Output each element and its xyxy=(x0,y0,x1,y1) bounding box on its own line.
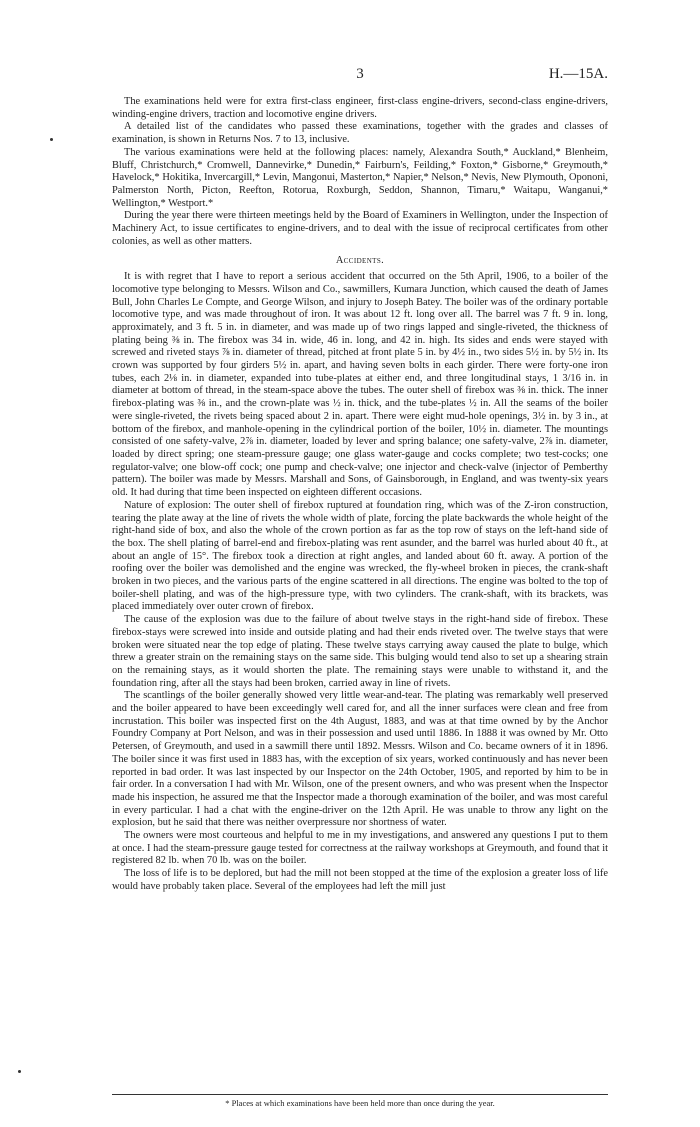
margin-mark xyxy=(50,138,53,141)
document-reference: H.—15A. xyxy=(548,66,608,82)
paragraph: The loss of life is to be deplored, but had the mill not been stopped at the time of the explosion a greater loss of life would have probably taken place. Several of the employees had left the mill just xyxy=(112,868,608,892)
paragraph: During the year there were thirteen meetings held by the Board of Examiners in Wellington, under the Inspection of Machinery Act, to issue certificates to engine-drivers, and to deal with the issue of reciprocal certificates from other colonies, as well as other matters. xyxy=(112,210,608,247)
section-heading: Accidents. xyxy=(335,255,385,267)
paragraph: The cause of the explosion was due to the failure of about twelve stays in the right-hand side of firebox. These firebox-stays were screwed into inside and outside plating and had their ends riveted over. The twelve stays that were broken were situated near the top edge of plating. These twelve stays carrying away caused the plate to bulge, which threw a greater strain on the remaining stays on the same side. This bulging would tend also to set up a shearing strain on the remaining stays, as it would shorten the plate. The remaining stays were unable to withstand it, and the foundation ring, after all the stays had been broken, carried away in line of rivets. xyxy=(112,614,608,689)
page-number: 3 xyxy=(356,66,364,82)
page-header xyxy=(112,66,608,86)
paragraph: Nature of explosion: The outer shell of firebox ruptured at foundation ring, which was of the Z-iron construction, tearing the plate away at the line of rivets the whole width of plate, forcing the plate backwards the whole height of the right-hand side of box, and also the whole of the crown portion as far as the top row of stays on the left-hand side of the box. The shell plating of barrel-end and firebox-plating was rent asunder, and the barrel was hurled about 40 ft., at about an angle of 15°. The firebox took a direction at right angles, and landed about 60 ft. away. A portion of the roofing over the boiler was demolished and the engine was wrecked, the fly-wheel broken in pieces, the crank-shaft broken in two pieces, and the various parts of the engine scattered in all directions. The engine was bolted to the top of boiler-shell plating, and was of the high-pressure type, with two cylinders. The crank-shaft, with its brackets, was placed immediately over outer crown of firebox. xyxy=(112,499,608,613)
footnote: * Places at which examinations have been held more than once during the year. xyxy=(225,1098,495,1108)
margin-mark xyxy=(18,1070,21,1073)
paragraph: It is with regret that I have to report a serious accident that occurred on the 5th April, 1906, to a boiler of the locomotive type belonging to Messrs. Wilson and Co., sawmillers, Kumara Junction, which caused the death of James Bull, John Charles Le Compte, and George Wilson, and injury to Joseph Batey. The boiler was of the ordinary portable locomotive type, and was made throughout of iron. It was about 12 ft. long over all. The barrel was 7 ft. 9 in. long, approximately, and 3 ft. 5 in. in diameter, and was made up of two rings lapped and single-riveted, the thickness of plating being ⅜ in. The firebox was 34 in. wide, 46 in. long, and 42 in. high. Its sides and ends were stayed with screwed and riveted stays ⅞ in. diameter of thread, pitched at front plate 5 in. by 4½ in., two sides 5½ in. by 5½ in. Its crown was supported by four girders 5½ in. apart, and having seven bolts in each girder. There were forty-one iron tubes, each 2⅛ in. in diameter, expanded into tube-plates at either end, and three longitudinal stays, 1 3/16 in. in diameter at bottom of thread, in the steam-space above the tubes. The outer shell of firebox was ⅜ in. thick. The inner firebox-plating was ⅜ in., and the crown-plate was ½ in. thick, and the tube-plates ½ in. All the seams of the boiler were single-riveted, the rivets being spaced about 2 in. apart. There were eight mud-hole openings, 3½ in. by 3 in., at bottom of the firebox, and manhole-opening in the cylindrical portion of the boiler, 10½ in. diameter. The mountings consisted of one safety-valve, 2⅞ in. diameter, loaded by lever and spring balance; one safety-valve, 2⅞ in. diameter, loaded by direct spring; one steam-pressure gauge; one glass water-gauge and cocks complete; two test-cocks; one regulator-valve; one blow-off cock; one pump and check-valve; one injector and check-valve (injector of Pemberthy pattern). The boiler was made by Messrs. Marshall and Sons, of Gainsborough, in England, and was twenty-six years old. It had during that time been inspected on eighteen different occasions. xyxy=(112,271,608,499)
paragraph: The various examinations were held at the following places: namely, Alexandra South,* Auckland,* Blenheim, Bluff, Christchurch,* Cromwell, Dannevirke,* Dunedin,* Fairburn's, Feilding,* Foxton,* Gisborne,* Greymouth,* Havelock,* Hokitika, Invercargill,* Levin, Mangonui, Masterton,* Napier,* Nelson,* Nevis, New Plymouth, Opononi, Palmerston North, Picton, Reefton, Rotorua, Roxburgh, Seddon, Shannon, Timaru,* Waitapu, Wanganui,* Wellington,* Westport.* xyxy=(112,146,608,209)
paragraph: The scantlings of the boiler generally showed very little wear-and-tear. The plating was remarkably well preserved and the boiler appeared to have been exceedingly well cared for, and all the inner surfaces were clean and free from incrustation. This boiler was inspected first on the 4th August, 1883, and was at that time owned by by the Anchor Foundry Company at Port Nelson, and was in their possession and used until 1886. In 1888 it was owned by Mr. Otto Petersen, of Greymouth, and used in a sawmill there until 1892. Messrs. Wilson and Co. became owners of it in 1896. The boiler since it was first used in 1883 has, with the exception of six years, worked continuously and has never been reported in bad order. It was last inspected by our Inspector on the 24th October, 1905, and reported by him to be in fair order. In a conversation I had with Mr. Wilson, one of the present owners, and who was present when the Inspector made his inspection, he assured me that the Inspector made a thorough examination of the boiler, and was most careful in every particular. I had a chat with the engine-driver on the 12th April. He was unable to throw any light on the explosion, but he said that there was neither overpressure nor shortness of water. xyxy=(112,690,608,829)
paragraph: A detailed list of the candidates who passed these examinations, together with the grades and classes of examination, is shown in Returns Nos. 7 to 13, inclusive. xyxy=(112,121,608,146)
paragraph: The examinations held were for extra first-class engineer, first-class engine-drivers, second-class engine-drivers, winding-engine drivers, traction and locomotive engine drivers. xyxy=(112,96,608,120)
footnote-rule xyxy=(112,1094,608,1095)
paragraph: The owners were most courteous and helpful to me in my investigations, and answered any questions I put to them at once. I had the steam-pressure gauge tested for correctness at the railway workshops at Greymouth, and found that it registered 82 lb. when 70 lb. was on the boiler. xyxy=(112,830,608,867)
body-text xyxy=(112,96,608,894)
